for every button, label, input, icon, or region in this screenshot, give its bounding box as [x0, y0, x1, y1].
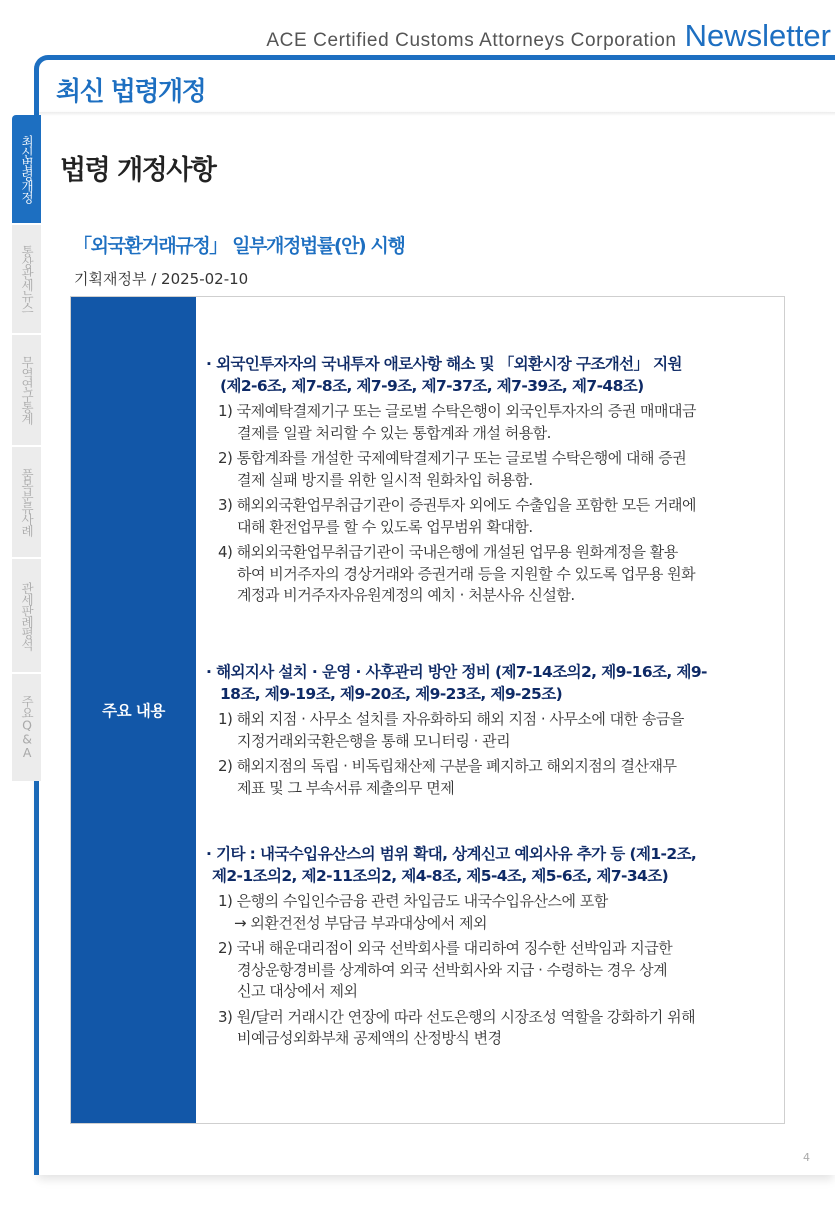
content-section [206, 844, 766, 1050]
item-line: 2) 해외지점의 독립 · 비독립채산제 구분을 폐지하고 해외지점의 결산재무 [218, 757, 677, 775]
list-item [206, 709, 766, 752]
item-line: 대해 환전업무를 할 수 있도록 업무범위 확대함. [237, 517, 533, 536]
side-tab-case-review[interactable] [12, 557, 41, 672]
item-line: → 외환건전성 부담금 부과대상에서 제외 [234, 913, 487, 932]
item-line: 1) 국제예탁결제기구 또는 글로벌 수탁은행이 외국인투자자의 증권 매매대금 [218, 402, 696, 420]
item-line: 1) 해외 지점 · 사무소 설치를 자유화하되 해외 지점 · 사무소에 대한 송금을 [218, 710, 684, 728]
side-tab-trade-news[interactable] [12, 223, 41, 333]
list-item [206, 1007, 766, 1050]
side-tab-label: 통상관세뉴스 [19, 245, 35, 313]
side-tab-trade-stats[interactable] [12, 333, 41, 445]
heading-line: · 외국인투자자의 국내투자 애로사항 해소 및 「외환시장 구조개선」 지원 [206, 355, 682, 373]
article-title: 「외국환거래규정」 일부개정법률(안) 시행 [73, 235, 405, 257]
list-item [206, 891, 766, 934]
side-tab-qna[interactable] [12, 672, 41, 781]
label-column [71, 297, 196, 1123]
item-line: 계정과 비거주자자유원계정의 예치 · 처분사유 신설함. [237, 586, 575, 604]
heading-line: 제2-1조의2, 제2-11조의2, 제4-8조, 제5-4조, 제5-6조, 제7-34조) [212, 866, 669, 885]
body-column [196, 297, 784, 1123]
page-number: 4 [803, 1151, 810, 1164]
item-line: 신고 대상에서 제외 [237, 982, 358, 1000]
side-tab-label: 최신법령개정 [19, 135, 35, 203]
item-line: 3) 해외외국환업무취급기관이 증권투자 외에도 수출입을 포함한 모든 거래에 [218, 496, 696, 514]
box-label: 주요 내용 [102, 702, 165, 720]
item-line: 하여 비거주자의 경상거래와 증권거래 등을 지원할 수 있도록 업무용 원화 [237, 564, 696, 583]
item-line: 4) 해외외국환업무취급기관이 국내은행에 개설된 업무용 원화계정을 활용 [218, 543, 678, 561]
section-header: 최신 법령개정 [56, 77, 206, 107]
item-line: 결제를 일괄 처리할 수 있는 통합계좌 개설 허용함. [237, 423, 551, 442]
side-tab-nav [12, 115, 41, 781]
item-line: 제표 및 그 부속서류 제출의무 면제 [237, 778, 455, 797]
newsletter-brand [266, 18, 831, 54]
item-line: 2) 통합계좌를 개설한 국제예탁결제기구 또는 글로벌 수탁은행에 대해 증권 [218, 449, 687, 467]
list-item [206, 495, 766, 538]
item-line: 지정거래외국환은행을 통해 모니터링 · 관리 [237, 731, 511, 750]
list-item [206, 401, 766, 444]
company-name: ACE Certified Customs Attorneys Corporation [266, 30, 677, 51]
content-section [206, 662, 766, 799]
side-tab-label: 주요Q&A [19, 695, 35, 760]
content-section [206, 354, 766, 607]
article-meta: 기획재정부 / 2025-02-10 [74, 270, 249, 288]
item-line: 비예금성외화부채 공제액의 산정방식 변경 [237, 1029, 502, 1047]
content-box [70, 296, 785, 1124]
side-tab-classification-cases[interactable] [12, 445, 41, 557]
side-tab-label: 관세판례평석 [19, 581, 35, 650]
item-line: 경상운항경비를 상계하여 외국 선박회사와 지급 · 수령하는 경우 상계 [237, 960, 668, 979]
header-divider [39, 112, 835, 116]
section-heading [206, 844, 766, 887]
item-line: 1) 은행의 수입인수금융 관련 차입금도 내국수입유산스에 포함 [218, 892, 608, 910]
heading-line: · 기타 : 내국수입유산스의 범위 확대, 상계신고 예외사유 추가 등 (제1-2조, [206, 845, 697, 863]
newsletter-label: Newsletter [684, 18, 831, 53]
item-line: 결제 실패 방지를 위한 일시적 원화차입 허용함. [237, 470, 533, 489]
side-tab-latest-law[interactable] [12, 115, 41, 223]
item-line: 2) 국내 해운대리점이 외국 선박회사를 대리하여 징수한 선박임과 지급한 [218, 939, 673, 957]
list-item [206, 448, 766, 491]
side-tab-label: 품목분류사례 [19, 468, 35, 536]
section-heading [206, 662, 766, 705]
heading-line: 18조, 제9-19조, 제9-20조, 제9-23조, 제9-25조) [220, 684, 563, 703]
heading-line: · 해외지사 설치 · 운영 · 사후관리 방안 정비 (제7-14조의2, 제9-16조, 제9- [206, 663, 707, 681]
list-item [206, 938, 766, 1003]
list-item [206, 756, 766, 799]
list-item [206, 542, 766, 607]
heading-line: (제2-6조, 제7-8조, 제7-9조, 제7-37조, 제7-39조, 제7-48조) [220, 376, 644, 395]
section-heading [206, 354, 766, 397]
page-title: 법령 개정사항 [60, 155, 216, 186]
item-line: 3) 원/달러 거래시간 연장에 따라 선도은행의 시장조성 역할을 강화하기 위해 [218, 1007, 696, 1026]
side-tab-label: 무역연구통계 [19, 356, 35, 424]
